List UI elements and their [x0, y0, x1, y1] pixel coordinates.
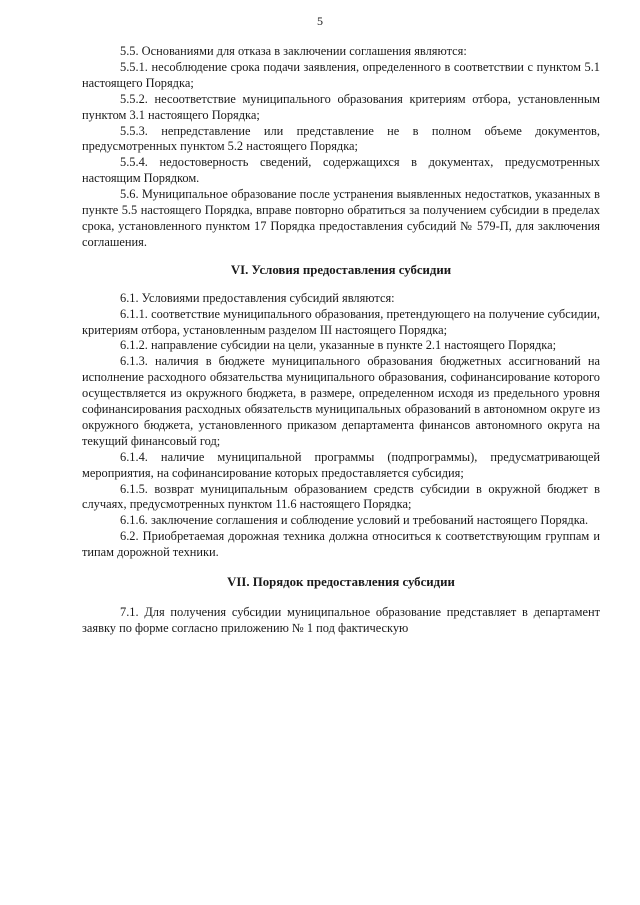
paragraph-5-5-1: 5.5.1. несоблюдение срока подачи заявления, определенного в соответствии с пунктом 5.1 настоящего Порядка;: [82, 59, 600, 90]
paragraph-6-1-6: 6.1.6. заключение соглашения и соблюдение условий и требований настоящего Порядка.: [120, 513, 589, 528]
document-body: [82, 44, 600, 637]
paragraph-5-6: 5.6. Муниципальное образование после устранения выявленных недостатков, указанных в пункте 5.5 настоящего Порядка, вправе повторно обратиться за получением субсидии в пределах срока, установленного пунктом 17 Порядка предоставления субсидий № 579-П, для заключения соглашения.: [82, 187, 600, 249]
paragraph-5-5-2: 5.5.2. несоответствие муниципального образования критериям отбора, установленным пунктом 3.1 настоящего Порядка;: [82, 91, 600, 122]
paragraph-6-1-5: 6.1.5. возврат муниципальным образованием средств субсидии в окружной бюджет в случаях, предусмотренных пунктом 11.6 настоящего Порядка;: [82, 481, 600, 512]
paragraph-6-2: 6.2. Приобретаемая дорожная техника должна относиться к соответствующим группам и типам дорожной техники.: [82, 529, 600, 560]
paragraph-6-1-4: 6.1.4. наличие муниципальной программы (подпрограммы), предусматривающей мероприятия, на софинансирование которых предоставляется субсидия;: [82, 449, 600, 480]
section-heading-vi: VI. Условия предоставления субсидии: [230, 262, 452, 277]
paragraph-5-5-4: 5.5.4. недостоверность сведений, содержащихся в документах, предусмотренных настоящим Порядком.: [82, 155, 600, 186]
paragraph-7-1: 7.1. Для получения субсидии муниципальное образование представляет в департамент заявку по форме согласно приложению № 1 под фактическую: [82, 605, 600, 635]
paragraph-5-5-3: 5.5.3. непредставление или представление не в полном объеме документов, предусмотренных пунктом 5.2 настоящего Порядка;: [82, 123, 600, 154]
paragraph-5-5: 5.5. Основаниями для отказа в заключении соглашения являются:: [120, 44, 467, 58]
paragraph-6-1: 6.1. Условиями предоставления субсидий являются:: [120, 290, 395, 305]
paragraph-6-1-1: 6.1.1. соответствие муниципального образования, претендующего на получение субсидии, критериям отбора, установленным разделом III настоящего Порядка;: [82, 306, 600, 337]
paragraph-6-1-2: 6.1.2. направление субсидии на цели, указанные в пункте 2.1 настоящего Порядка;: [120, 338, 557, 353]
paragraph-6-1-3: 6.1.3. наличия в бюджете муниципального образования бюджетных ассигнований на исполнение расходного обязательства муниципального образования, софинансирование которого осуществляется из окружного бюджета, в размере, определенном исходя из предельного уровня софинансирования расходных обязательств муниципальных образований в автономном округе из окружного бюджета, установленного приказом департамента финансов автономного округа на текущий финансовый год;: [82, 354, 600, 448]
section-heading-vii: VII. Порядок предоставления субсидии: [227, 575, 455, 590]
page-number: 5: [317, 14, 323, 28]
